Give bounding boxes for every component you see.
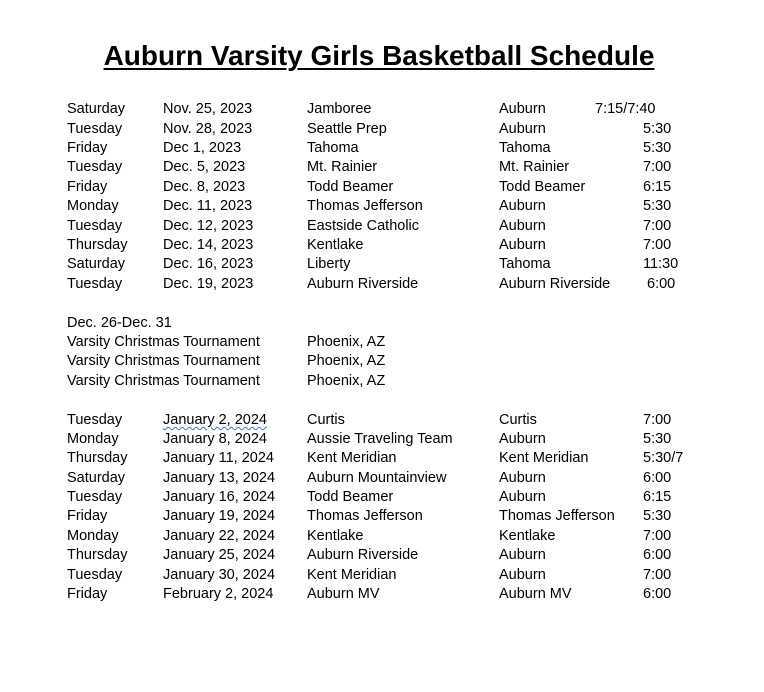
game-day: Friday <box>67 508 108 524</box>
game-row <box>0 545 764 565</box>
game-opponent: Kentlake <box>307 528 364 544</box>
game-time: 5:30 <box>643 121 672 137</box>
game-location: Auburn <box>499 121 546 137</box>
game-day: Friday <box>67 140 108 156</box>
game-day: Saturday <box>67 256 126 272</box>
game-location: Thomas Jefferson <box>499 508 615 524</box>
game-date: Nov. 25, 2023 <box>163 101 253 117</box>
game-opponent: Kent Meridian <box>307 567 397 583</box>
tournament-dates-row <box>0 313 764 333</box>
game-date: January 13, 2024 <box>163 470 276 486</box>
game-location: Auburn <box>499 489 546 505</box>
game-date: Dec. 19, 2023 <box>163 276 254 292</box>
game-date: February 2, 2024 <box>163 586 274 602</box>
game-row <box>0 216 764 236</box>
game-time: 5:30 <box>643 140 672 156</box>
game-day: Tuesday <box>67 159 123 175</box>
game-date: January 30, 2024 <box>163 567 276 583</box>
game-opponent: Curtis <box>307 412 345 428</box>
game-row <box>0 235 764 255</box>
game-location: Kentlake <box>499 528 556 544</box>
game-opponent: Tahoma <box>307 140 359 156</box>
game-time: 6:00 <box>643 586 672 602</box>
game-opponent: Thomas Jefferson <box>307 198 423 214</box>
game-opponent: Todd Beamer <box>307 489 394 505</box>
game-opponent: Auburn Mountainview <box>307 470 447 486</box>
game-location: Auburn <box>499 567 546 583</box>
game-time: 7:00 <box>643 567 672 583</box>
game-row <box>0 138 764 158</box>
game-row <box>0 157 764 177</box>
game-date: Dec. 16, 2023 <box>163 256 254 272</box>
game-row <box>0 254 764 274</box>
game-opponent: Kent Meridian <box>307 450 397 466</box>
game-date: Dec. 12, 2023 <box>163 218 254 234</box>
game-day: Tuesday <box>67 412 123 428</box>
game-time: 5:30 <box>643 431 672 447</box>
game-opponent: Mt. Rainier <box>307 159 378 175</box>
game-location: Tahoma <box>499 140 551 156</box>
game-time: 11:30 <box>643 256 679 272</box>
game-day: Monday <box>67 528 119 544</box>
game-date: January 8, 2024 <box>163 431 267 447</box>
game-time: 7:00 <box>643 237 672 253</box>
tournament-event: Varsity Christmas Tournament <box>67 373 260 389</box>
game-opponent: Jamboree <box>307 101 372 117</box>
tournament-location: Phoenix, AZ <box>307 334 386 350</box>
game-location: Auburn <box>499 547 546 563</box>
game-row <box>0 468 764 488</box>
game-time: 6:15 <box>643 179 672 195</box>
game-row <box>0 584 764 604</box>
game-row <box>0 177 764 197</box>
game-location: Auburn <box>499 101 546 117</box>
game-location: Auburn <box>499 218 546 234</box>
game-day: Tuesday <box>67 567 123 583</box>
game-location: Auburn <box>499 431 546 447</box>
game-opponent: Aussie Traveling Team <box>307 431 453 447</box>
game-row <box>0 429 764 449</box>
game-time: 5:30 <box>643 508 672 524</box>
game-date: Dec. 11, 2023 <box>163 198 253 214</box>
tournament-event: Varsity Christmas Tournament <box>67 353 260 369</box>
game-row <box>0 119 764 139</box>
game-time: 6:00 <box>647 276 676 292</box>
game-time: 7:00 <box>643 528 672 544</box>
game-location: Kent Meridian <box>499 450 589 466</box>
game-location: Auburn Riverside <box>499 276 611 292</box>
game-date: Dec. 5, 2023 <box>163 159 246 175</box>
game-location: Mt. Rainier <box>499 159 570 175</box>
tournament-event: Varsity Christmas Tournament <box>67 334 260 350</box>
game-date: January 25, 2024 <box>163 547 276 563</box>
game-row <box>0 565 764 585</box>
game-opponent: Auburn MV <box>307 586 380 602</box>
game-row <box>0 506 764 526</box>
game-opponent: Todd Beamer <box>307 179 394 195</box>
game-opponent: Kentlake <box>307 237 364 253</box>
game-location: Auburn <box>499 198 546 214</box>
game-time: 6:15 <box>643 489 672 505</box>
game-day: Monday <box>67 431 119 447</box>
tournament-row <box>0 371 764 391</box>
game-row <box>0 448 764 468</box>
game-location: Tahoma <box>499 256 551 272</box>
game-date: Dec. 8, 2023 <box>163 179 246 195</box>
game-date: January 11, 2024 <box>163 450 274 466</box>
game-row <box>0 487 764 507</box>
game-opponent: Auburn Riverside <box>307 276 419 292</box>
game-date: January 19, 2024 <box>163 508 276 524</box>
tournament-row <box>0 332 764 352</box>
game-date: Nov. 28, 2023 <box>163 121 253 137</box>
game-row <box>0 99 764 119</box>
game-time: 5:30/7 <box>643 450 684 466</box>
game-time: 5:30 <box>643 198 672 214</box>
game-opponent: Thomas Jefferson <box>307 508 423 524</box>
game-time: 7:00 <box>643 159 672 175</box>
game-date: January 22, 2024 <box>163 528 276 544</box>
game-date: Dec. 14, 2023 <box>163 237 254 253</box>
tournament-row <box>0 351 764 371</box>
tournament-dates: Dec. 26-Dec. 31 <box>67 315 172 331</box>
game-row <box>0 526 764 546</box>
game-opponent: Seattle Prep <box>307 121 387 137</box>
game-location: Auburn MV <box>499 586 572 602</box>
game-date: January 2, 2024 <box>163 412 267 428</box>
game-location: Auburn <box>499 470 546 486</box>
game-row <box>0 274 764 294</box>
game-day: Monday <box>67 198 119 214</box>
game-time: 7:15/7:40 <box>595 101 656 117</box>
game-day: Tuesday <box>67 489 123 505</box>
game-opponent: Eastside Catholic <box>307 218 420 234</box>
game-day: Thursday <box>67 450 128 466</box>
game-row <box>0 196 764 216</box>
game-date: January 16, 2024 <box>163 489 276 505</box>
game-opponent: Auburn Riverside <box>307 547 419 563</box>
page-title: Auburn Varsity Girls Basketball Schedule <box>103 40 655 71</box>
game-day: Saturday <box>67 470 126 486</box>
game-location: Curtis <box>499 412 537 428</box>
game-time: 7:00 <box>643 218 672 234</box>
game-date: Dec 1, 2023 <box>163 140 242 156</box>
game-day: Saturday <box>67 101 126 117</box>
game-day: Tuesday <box>67 121 123 137</box>
game-location: Auburn <box>499 237 546 253</box>
game-day: Friday <box>67 179 108 195</box>
game-time: 6:00 <box>643 470 672 486</box>
game-day: Tuesday <box>67 218 123 234</box>
game-day: Thursday <box>67 547 128 563</box>
game-day: Thursday <box>67 237 128 253</box>
game-location: Todd Beamer <box>499 179 586 195</box>
game-opponent: Liberty <box>307 256 351 272</box>
game-day: Friday <box>67 586 108 602</box>
tournament-location: Phoenix, AZ <box>307 353 386 369</box>
game-time: 6:00 <box>643 547 672 563</box>
tournament-location: Phoenix, AZ <box>307 373 386 389</box>
game-day: Tuesday <box>67 276 123 292</box>
game-time: 7:00 <box>643 412 672 428</box>
game-row <box>0 410 764 430</box>
